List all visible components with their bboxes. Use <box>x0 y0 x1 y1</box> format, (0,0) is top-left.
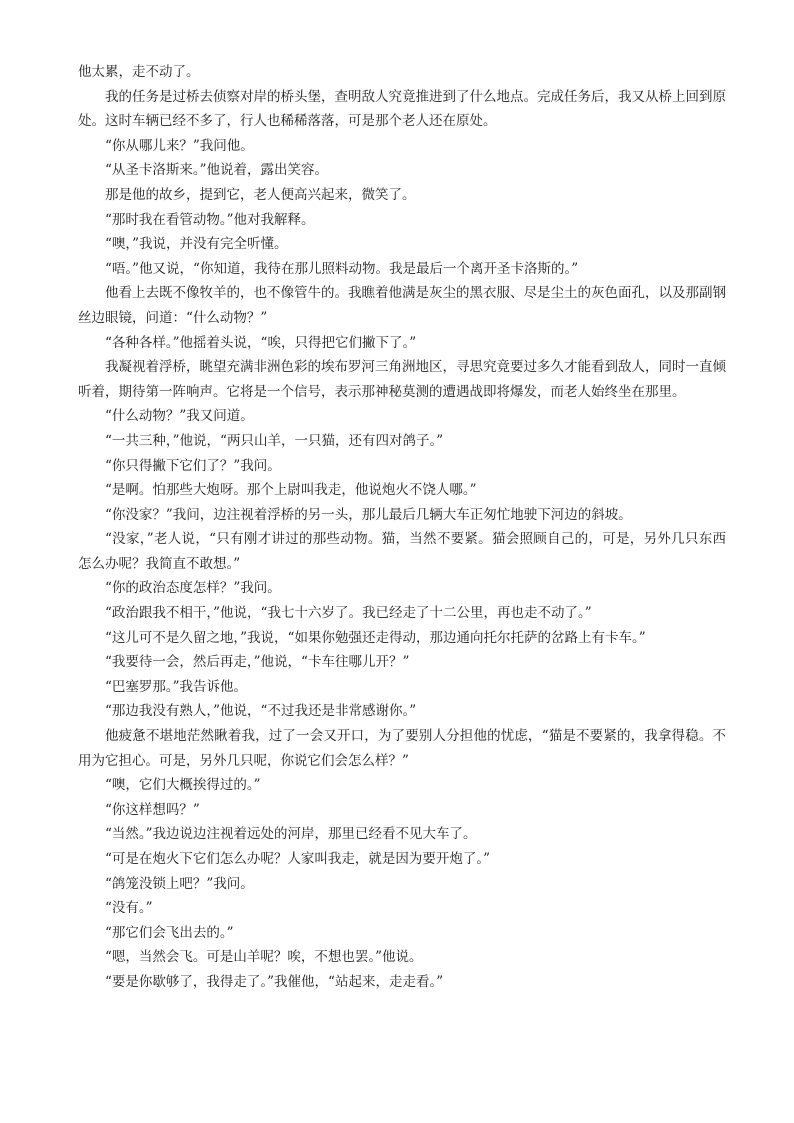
paragraph: “是啊。怕那些大炮呀。那个上尉叫我走，他说炮火不饶人哪。” <box>105 482 477 499</box>
paragraph: 那是他的故乡，提到它，老人便高兴起来，微笑了。 <box>105 186 416 203</box>
paragraph: 他看上去既不像牧羊的，也不像管牛的。我瞧着他满是灰尘的黑衣服、尽是尘土的灰色面孔，以及那副钢丝边眼镜，问道：“什么动物？” <box>78 285 726 326</box>
paragraph: “那时我在看管动物。”他对我解释。 <box>105 211 315 228</box>
paragraph: “政治跟我不相干，”他说，“我七十六岁了。我已经走了十二公里，再也走不动了。” <box>105 605 592 622</box>
story-text <box>78 60 726 995</box>
paragraph: “鸽笼没锁上吧？”我问。 <box>105 875 254 892</box>
paragraph: “你从哪儿来？”我问他。 <box>105 137 254 154</box>
paragraph: 他疲惫不堪地茫然瞅着我，过了一会又开口，为了要别人分担他的忧虑，“猫是不要紧的，我拿得稳。不用为它担心。可是，另外几只呢，你说它们会怎么样？” <box>78 728 726 769</box>
paragraph: “没家，”老人说，“只有刚才讲过的那些动物。猫，当然不要紧。猫会照顾自己的，可是，另外几只东西怎么办呢？我简直不敢想。” <box>78 531 726 572</box>
paragraph: “可是在炮火下它们怎么办呢？人家叫我走，就是因为要开炮了。” <box>105 851 491 867</box>
paragraph: “唔。”他又说，“你知道，我待在那儿照料动物。我是最后一个离开圣卡洛斯的。” <box>105 260 579 277</box>
paragraph: 我凝视着浮桥，眺望充满非洲色彩的埃布罗河三角洲地区，寻思究竟要过多久才能看到敌人，同时一直倾听着，期待第一阵响声。它将是一个信号，表示那神秘莫测的遭遇战即将爆发，而老人始终坐在那里。 <box>78 359 726 400</box>
paragraph: “从圣卡洛斯来。”他说着，露出笑容。 <box>105 162 329 179</box>
paragraph: “你没家？”我问，边注视着浮桥的另一头，那儿最后几辆大车正匆忙地驶下河边的斜坡。 <box>105 506 632 523</box>
paragraph: “你只得撇下它们了？”我问。 <box>105 457 281 474</box>
paragraph: “你这样想吗？” <box>105 801 200 818</box>
paragraph: “那它们会飞出去的。” <box>105 924 234 941</box>
paragraph: “各种各样。”他摇着头说，“唉，只得把它们撇下了。” <box>105 334 417 351</box>
paragraph: 我的任务是过桥去侦察对岸的桥头堡，查明敌人究竟推进到了什么地点。完成任务后，我又从桥上回到原处。这时车辆已经不多了，行人也稀稀落落，可是那个老人还在原处。 <box>78 88 726 130</box>
paragraph: “没有。” <box>105 900 153 917</box>
paragraph: “这儿可不是久留之地，”我说，“如果你勉强还走得动，那边通向托尔托萨的岔路上有卡车。” <box>105 629 646 646</box>
paragraph: “噢，它们大概挨得过的。” <box>105 777 261 794</box>
paragraph: 他太累，走不动了。 <box>78 64 200 80</box>
paragraph: “我要待一会，然后再走，”他说，“卡车往哪儿开？” <box>105 654 410 671</box>
paragraph: “一共三种，”他说，“两只山羊，一只猫，还有四对鸽子。” <box>105 432 444 449</box>
paragraph: “那边我没有熟人，”他说，“不过我还是非常感谢你。” <box>105 703 417 720</box>
paragraph: “你的政治态度怎样？”我问。 <box>105 580 281 597</box>
paragraph: “巴塞罗那。”我告诉他。 <box>105 678 248 695</box>
paragraph: “要是你歇够了，我得走了。”我催他，“站起来，走走看。” <box>105 973 444 990</box>
paragraph: “当然。”我边说边注视着远处的河岸，那里已经看不见大车了。 <box>105 826 477 843</box>
paragraph: “什么动物？”我又问道。 <box>105 408 254 425</box>
paragraph: “噢，”我说，并没有完全听懂。 <box>105 236 288 253</box>
paragraph: “嗯，当然会飞。可是山羊呢？唉，不想也罢。”他说。 <box>105 949 423 966</box>
